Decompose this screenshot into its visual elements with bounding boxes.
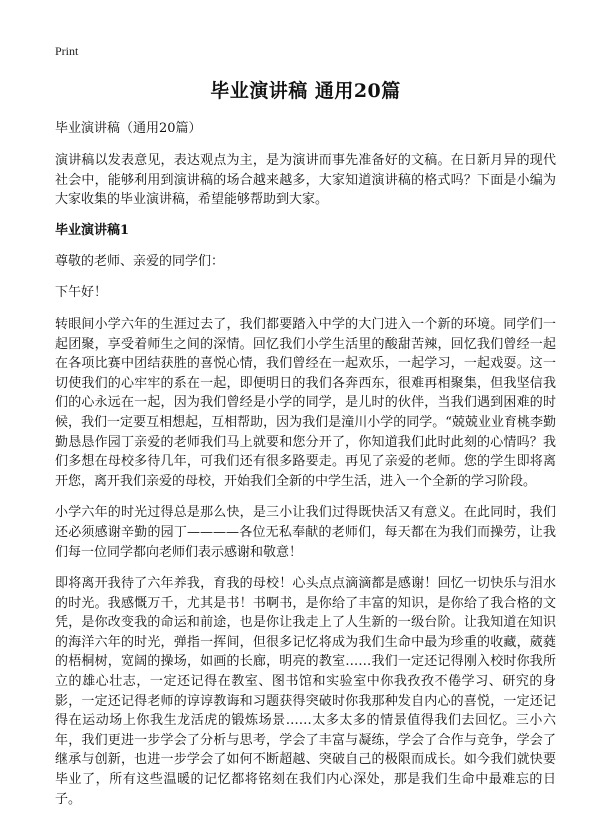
intro-paragraph: 演讲稿以发表意见，表达观点为主，是为演讲而事先准备好的文稿。在日新月异的现代社会中，能够利用到演讲稿的场合越来越多，大家知道演讲稿的格式吗？下面是小编为大家收集的毕业演讲稿，希望能够帮助到大家。	[55, 153, 556, 208]
body-paragraph-1: 转眼间小学六年的生涯过去了，我们都要踏入中学的大门进入一个新的环境。同学们一起团聚，享受着师生之间的深情。回忆我们小学生活里的酸甜苦辣，回忆我们曾经一起在各项比赛中团结获胜的喜悦心情，我们曾经在一起欢乐，一起学习，一起戏耍。这一切使我们的心牢牢的系在一起，即便明日的我们各奔西东，很难再相聚集，但我坚信我们的心永远在一起，因为我们曾经是小学的同学，是儿时的伙伴，当我们遇到困难的时候，我们一定要互相想起，互相帮助，因为我们是潼川小学的同学。“兢兢业业育桃李勤勤恳恳作园丁亲爱的老师我们马上就要和您分开了，你知道我们此时此刻的心情吗？我们多想在母校多待几年，可我们还有很多路要走。再见了亲爱的老师。您的学生即将离开您，离开我们亲爱的母校，开始我们全新的中学生活，进入一个全新的学习阶段。	[55, 316, 556, 489]
body-paragraph-3: 即将离开我待了六年养我，育我的母校！心头点点滴滴都是感谢！回忆一切快乐与泪水的时光。我感慨万千，尤其是书！书啊书，是你给了丰富的知识，是你给了我合格的文凭，是你改变我的命运和前途，也是你让我走上了人生新的一级台阶。让我知道在知识的海洋六年的时光，弹指一挥间，但很多记忆将成为我们生命中最为珍重的收藏，葳蕤的梧桐树，宽阔的操场，如画的长廊，明亮的教室……我们一定还记得刚入校时你我所立的雄心壮志，一定还记得在教室、图书馆和实验室中你我孜孜不倦学习、研究的身影，一定还记得老师的谆谆教诲和习题获得突破时你我那种发自内心的喜悦，一定还记得在运动场上你我生龙活虎的锻炼场景……太多太多的情景值得我们去回忆。三小六年，我们更进一步学会了分析与思考，学会了丰富与凝练，学会了合作与竞争，学会了继承与创新，也进一步学会了如何不断超越、突破自己的极限而成长。如今我们就快要毕业了，所有这些温暖的记忆都将铭刻在我们内心深处，那是我们生命中最难忘的日子。	[55, 576, 556, 807]
document-subtitle: 毕业演讲稿（通用20篇）	[55, 121, 202, 136]
greeting-line: 尊敬的老师、亲爱的同学们：	[55, 253, 225, 269]
body-paragraph-2: 小学六年的时光过得总是那么快，是三小让我们过得既快活又有意义。在此同时，我们还必须感谢辛勤的园丁————各位无私奉献的老师们，每天都在为我们而操劳，让我们每一位同学都向老师们表示感谢和敬意！	[55, 505, 556, 560]
page-title: 毕业演讲稿 通用20篇	[210, 80, 401, 102]
salutation-line: 下午好！	[55, 285, 108, 301]
section-heading: 毕业演讲稿1	[55, 222, 130, 238]
print-label[interactable]: Print	[55, 44, 79, 58]
